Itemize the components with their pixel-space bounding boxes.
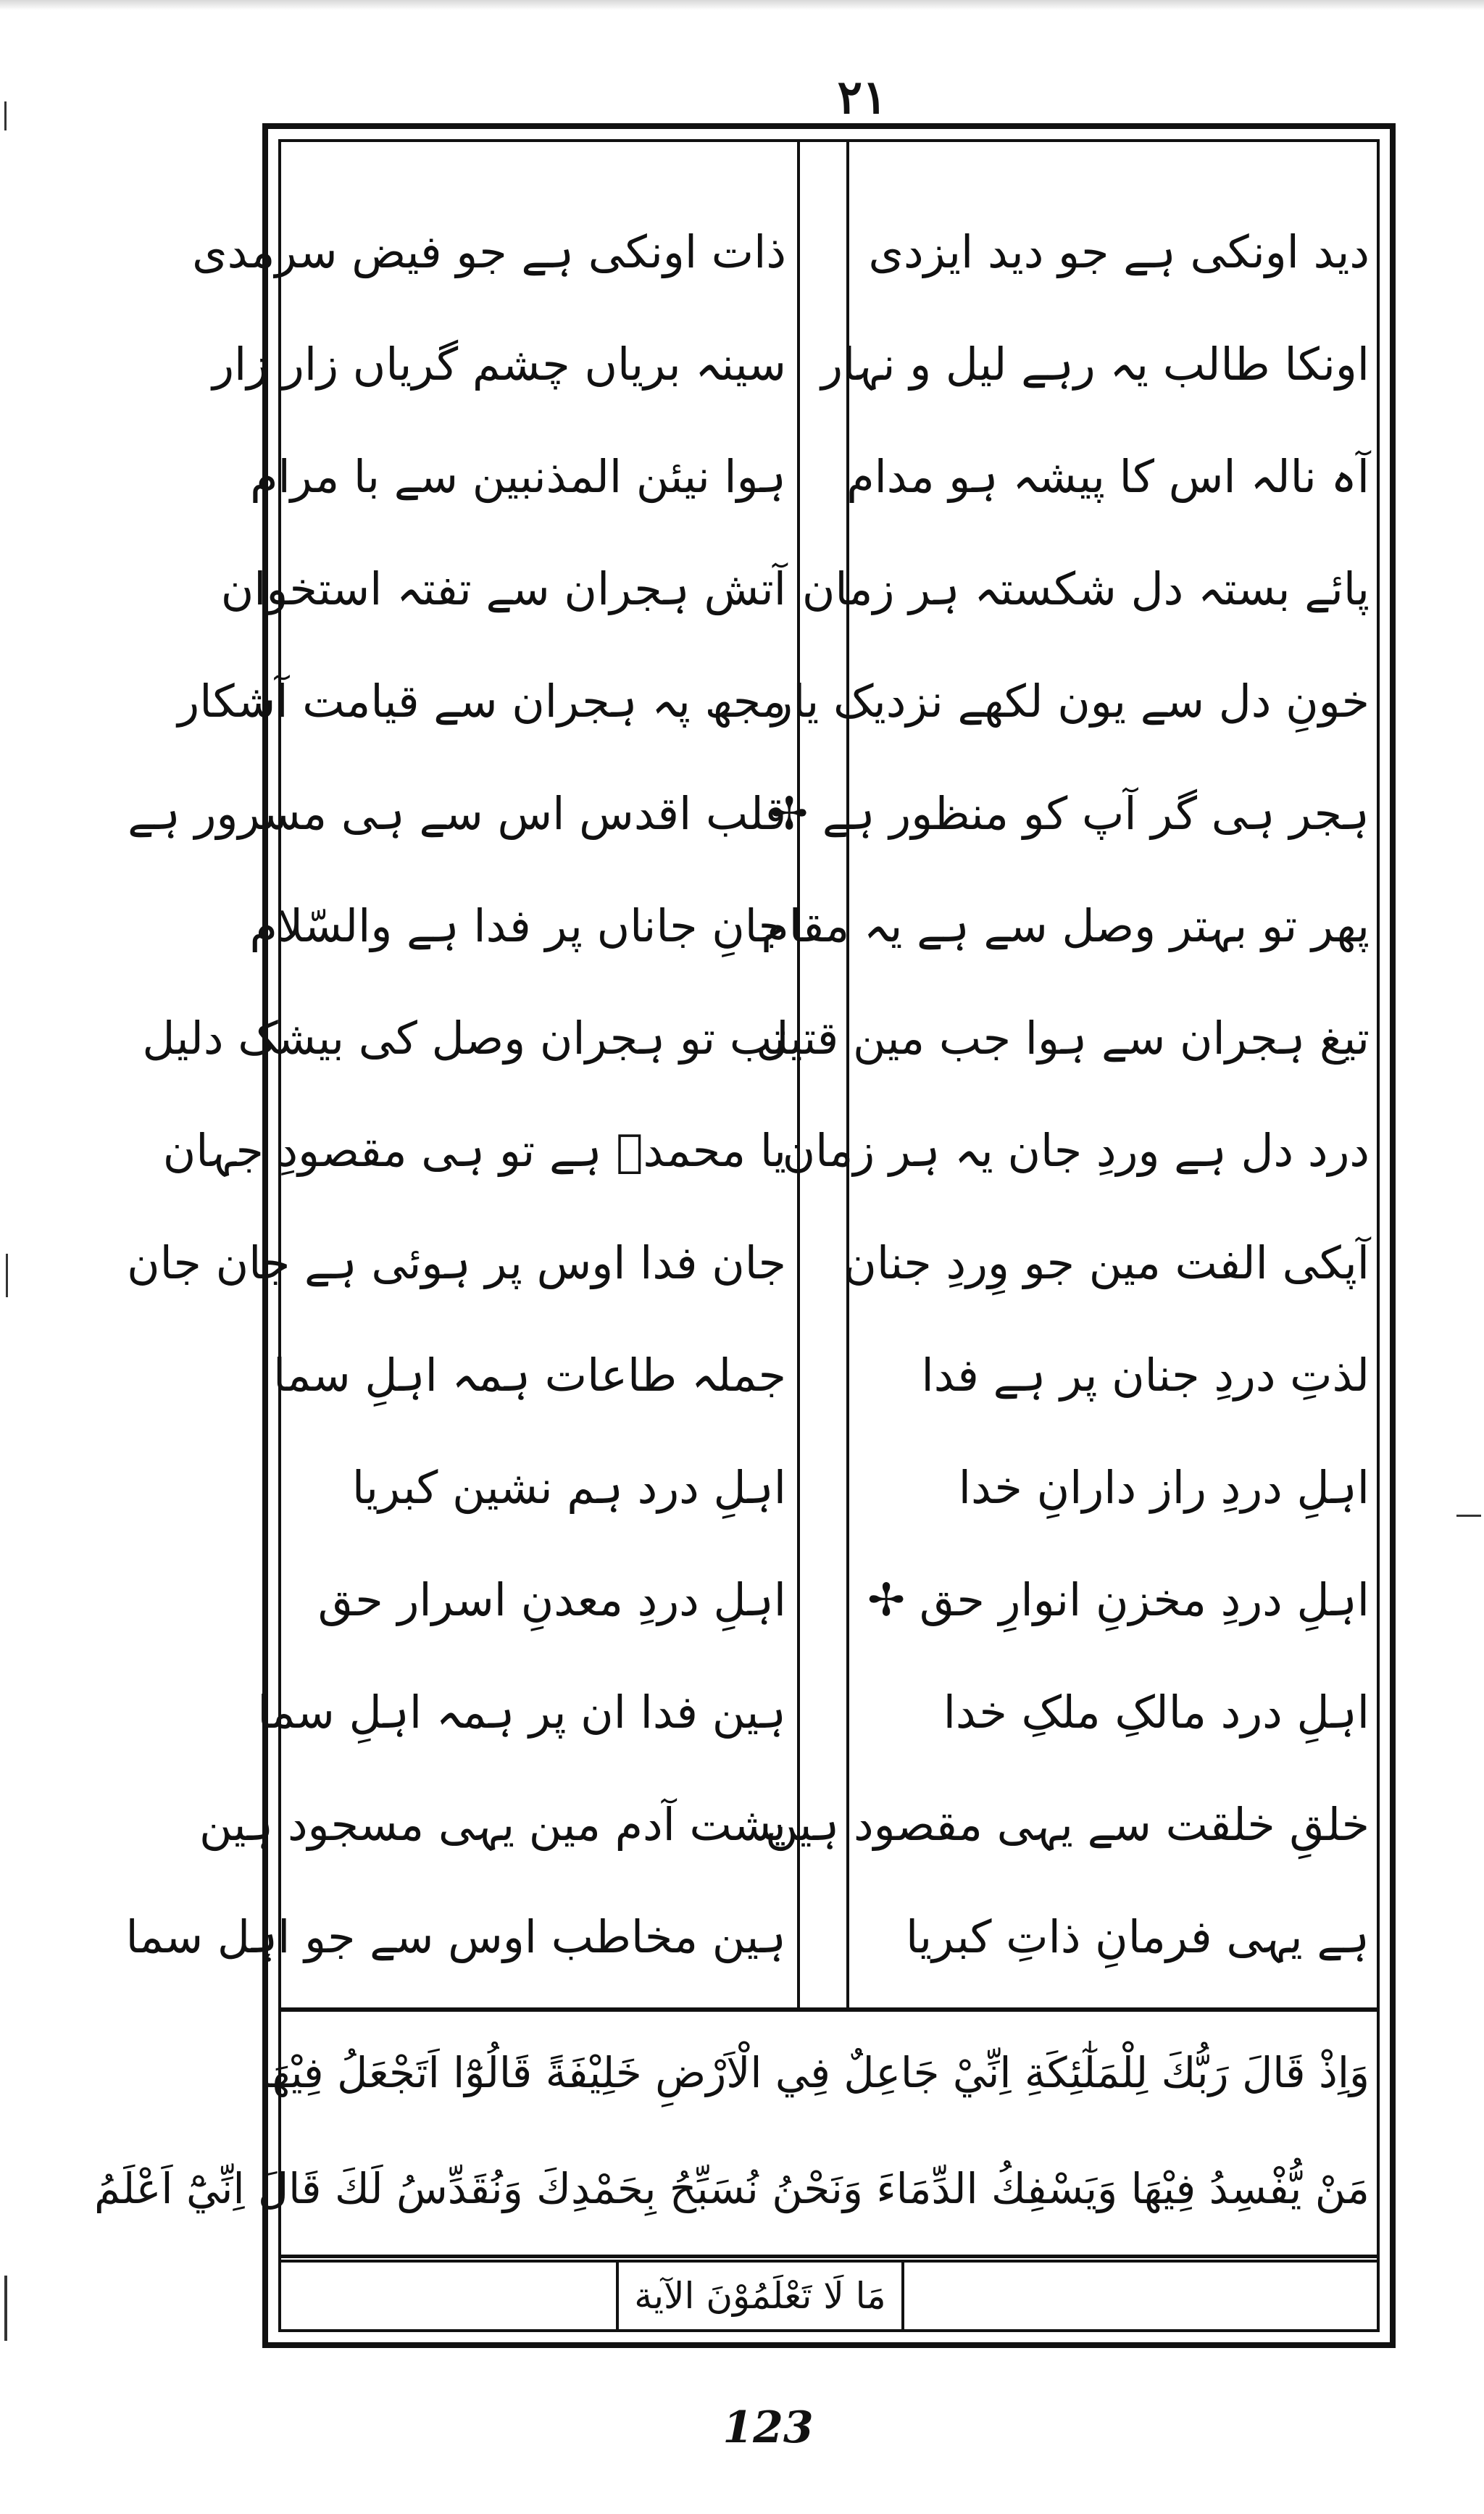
empty-cell-right [901,2260,1380,2332]
verse-line: خلقِ خلقت سے یہی مقصود ہین [765,1798,1370,1851]
verse-line: اہلِ دردِ راز دارانِ خدا [958,1461,1370,1514]
verse-line: پائے بستہ دل شکستہ ہر زمان [801,562,1370,615]
quran-verse-line: مَنْ يُّفْسِدُ فِيْهَا وَيَسْفِكُ الدِّمَاءَ وَنَحْنُ نُسَبِّحُ بِحَمْدِكَ وَنُقَدِّسُ لَكَ قَالَ اِنِّيْٓ اَعْلَمُ [94,2164,1370,2213]
verse-line: اونکا طالب یہ رہے لیل و نہار [821,338,1370,391]
left-verse-column [125,196,786,1993]
verse-line: آتش ہجران سے تفتہ استخوان [220,562,786,615]
verse-line: جان فدا اوس پر ہوئی ہے جان جان [127,1236,786,1289]
quran-verse-end: مَا لَا تَعْلَمُوْنَ الآية [619,2260,901,2332]
quran-verse-line: وَاِذْ قَالَ رَبُّكَ لِلْمَلٰٓئِكَةِ اِنِّيْ جَاعِلٌ فِي الْاَرْضِ خَلِيْفَةً قَالُوْٓا اَتَجْعَلُ فِيْهَا [259,2048,1370,2097]
verse-line: پھر تو بہتر وصل سے ہے یہ مقام [761,899,1370,952]
margin-speck [4,2276,7,2341]
margin-speck [1456,1515,1481,1517]
verse-line: درد دل ہے وردِ جان یہ ہر زمان [782,1124,1370,1177]
verse-line: پشت آدم مین یہی مسجود ہین [199,1798,786,1851]
verse-line: ہجر ہی گر آپ کو منظور ہے ✢ [770,787,1370,840]
verse-line: مجھ پہ ہجران سے قیامت آشکار [178,675,786,728]
verse-line: ذات اونکی ہے جو فیض سرمدی [192,225,786,278]
verse-line: لذتِ دردِ جنان پر ہے فدا [921,1349,1370,1402]
right-verse-column [756,196,1370,1993]
verse-line: اہلِ درد مالکِ ملکِ خدا [943,1686,1370,1739]
page-mark: ۲۱ [837,70,888,125]
verse-line: اہلِ درد ہم نشین کبریا [351,1461,786,1514]
verse-line: جملہ طاعات ہمہ اہلِ سما [272,1349,786,1402]
verse-line: سینہ بریاں چشم گریاں زار زار [212,338,786,391]
verse-line: ہین فدا ان پر ہمہ اہلِ سما [257,1686,786,1739]
page-number: 123 [722,2402,814,2453]
verse-line: آہ نالہ اس کا پیشہ ہو مدام [846,450,1370,503]
empty-cell-left [278,2260,619,2332]
verse-line: تیغ ہجران سے ہوا جب مین قتیل [756,1012,1370,1065]
verse-line: اہلِ دردِ مخزنِ انوارِ حق ✢ [867,1573,1370,1626]
verse-line: ہے یہی فرمانِ ذاتِ کبریا [905,1910,1370,1963]
verse-line: ہین مخاطب اوس سے جو اہل سما [125,1910,786,1963]
verse-line: قلب اقدس اس سے ہی مسرور ہے [128,787,786,840]
margin-speck [6,1254,8,1297]
page-top-edge [0,0,1484,10]
verse-line: دید اونکی ہے جو دید ایزدی [868,225,1370,278]
verse-line: آپکی الفت مین جو وِردِ جنان [843,1236,1370,1289]
verse-line: خونِ دل سے یون لکھے نزدیک یار [771,675,1370,728]
verse-line: یا محمدؐ ہے تو ہی مقصودِ جہان [162,1124,786,1177]
verse-line: جانِ جاناں پر فدا ہے والسّلام [249,899,786,952]
verse-line: تب تو ہجران وصل کی بیشک دلیل [142,1012,786,1065]
margin-speck [4,101,7,130]
verse-line: ہوا نیئن المذنبین سے با مرام [250,450,786,503]
verse-line: اہلِ دردِ معدنِ اسرار حق [317,1573,786,1626]
